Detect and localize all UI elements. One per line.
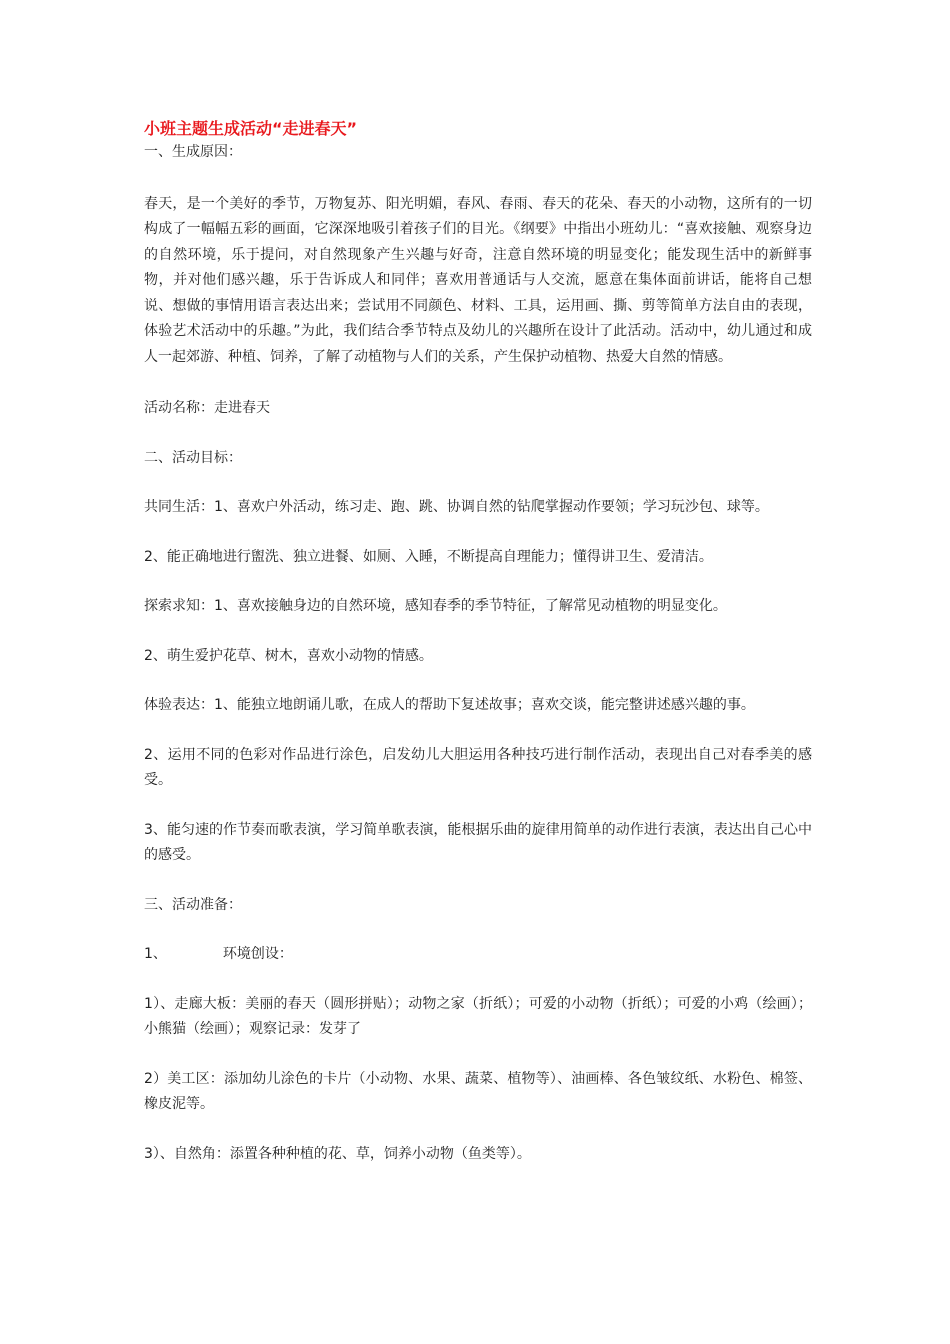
section-heading-reason: 一、生成原因： (144, 144, 242, 160)
prep-item-1-3: 3）、自然角：添置各种种植的花、草，饲养小动物（鱼类等）。 (144, 1145, 531, 1162)
goal-express-3: 3、能匀速的作节奏而歌表演，学习简单歌表演，能根据乐曲的旋律用简单的动作进行表演，表达出自己心中的感受。 (144, 821, 812, 863)
section-heading-preparation: 三、活动准备： (144, 896, 242, 913)
goal-explore-2: 2、萌生爱护花草、树木，喜欢小动物的情感。 (144, 647, 433, 664)
intro-paragraph: 春天，是一个美好的季节，万物复苏、阳光明媚，春风、春雨、春天的花朵、春天的小动物，这所有的一切构成了一幅幅五彩的画面，它深深地吸引着孩子们的目光。《纲要》中指出小班幼儿：“喜欢接触、观察身边的自然环境，乐于提问，对自然现象产生兴趣与好奇，注意自然环境的明显变化；能发现生活中的新鲜事物，并对他们感兴趣，乐于告诉成人和同伴；喜欢用普通话与人交流，愿意在集体面前讲话，能将自己想说、想做的事情用语言表达出来；尝试用不同颜色、材料、工具，运用画、撕、剪等简单方法自由的表现，体验艺术活动中的乐趣。”为此，我们结合季节特点及幼儿的兴趣所在设计了此活动。活动中，幼儿通过和成人一起郊游、种植、饲养，了解了动植物与人们的关系，产生保护动植物、热爱大自然的情感。 (144, 195, 812, 365)
prep-item-1 (144, 942, 812, 968)
prep-item-1-number: 1、 (144, 946, 167, 962)
document-title: 小班主题生成活动“走进春天” (144, 119, 358, 138)
goal-express-1: 体验表达：1、能独立地朗诵儿歌，在成人的帮助下复述故事；喜欢交谈，能完整讲述感兴趣的事。 (144, 697, 755, 713)
prep-item-1-1: 1）、走廊大板：美丽的春天（圆形拼贴）；动物之家（折纸）；可爱的小动物（折纸）；可爱的小鸡（绘画）；小熊猫（绘画）；观察记录：发芽了 (144, 995, 812, 1037)
section-heading-goals: 二、活动目标： (144, 449, 242, 466)
document-page (144, 118, 812, 1167)
goal-life-2: 2、能正确地进行盥洗、独立进餐、如厕、入睡，不断提高自理能力；懂得讲卫生、爱清洁。 (144, 548, 713, 565)
goal-life-1: 共同生活：1、喜欢户外活动，练习走、跑、跳、协调自然的钻爬掌握动作要领；学习玩沙包、球等。 (144, 499, 769, 515)
prep-item-1-label: 环境创设： (222, 946, 293, 962)
goal-explore-1: 探索求知：1、喜欢接触身边的自然环境，感知春季的季节特征，了解常见动植物的明显变化。 (144, 598, 727, 614)
activity-name: 活动名称：走进春天 (144, 400, 270, 416)
goal-express-2: 2、运用不同的色彩对作品进行涂色，启发幼儿大胆运用各种技巧进行制作活动，表现出自己对春季美的感受。 (144, 746, 812, 788)
prep-item-1-2: 2）美工区：添加幼儿涂色的卡片（小动物、水果、蔬菜、植物等）、油画棒、各色皱纹纸、水粉色、棉签、橡皮泥等。 (144, 1070, 812, 1112)
